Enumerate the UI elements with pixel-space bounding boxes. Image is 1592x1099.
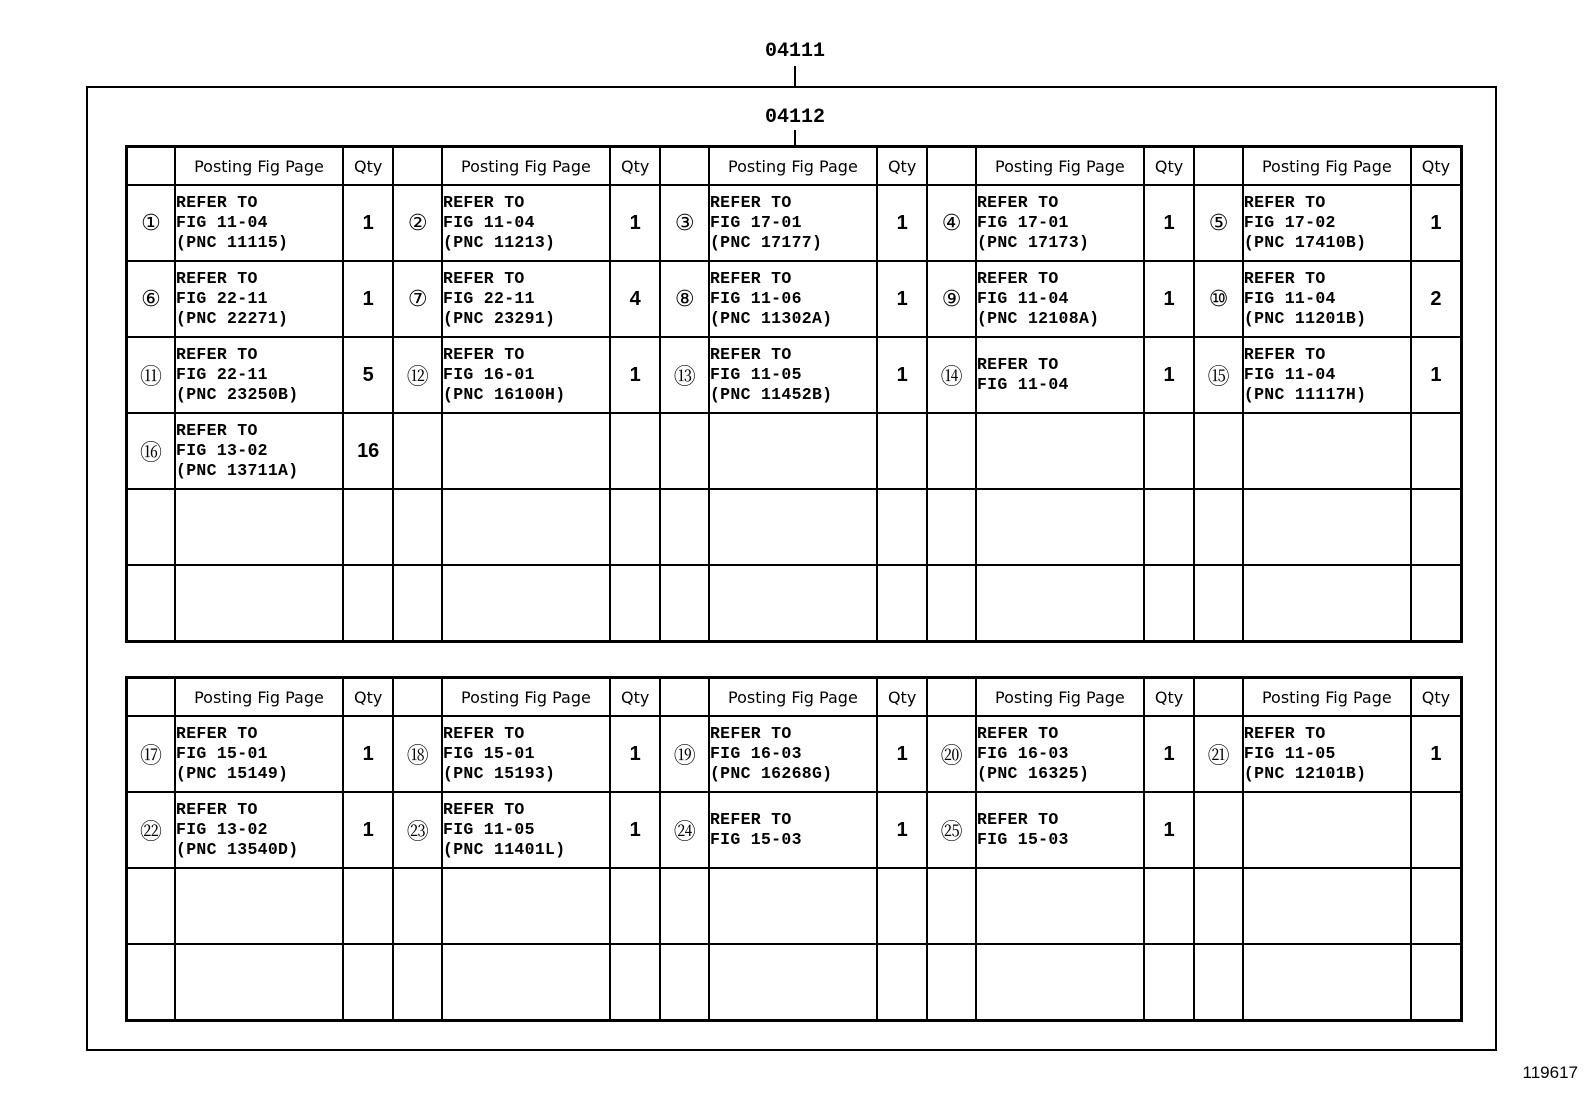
- reference-line: REFER TO: [709, 724, 792, 743]
- reference-cell: [175, 716, 343, 792]
- callout-number: ⑫: [393, 337, 442, 413]
- reference-cell: [709, 185, 877, 261]
- quantity-cell: 1: [877, 792, 928, 868]
- reference-cell: [1243, 185, 1411, 261]
- reference-line: FIG 22-11: [443, 289, 535, 308]
- quantity-cell: 1: [610, 792, 661, 868]
- reference-line: (PNC 15149): [176, 764, 289, 783]
- table-row: [127, 185, 1462, 261]
- figure-id: 119617: [1522, 1063, 1578, 1082]
- reference-line: (PNC 11201B): [1243, 309, 1367, 328]
- quantity-cell: [343, 944, 394, 1021]
- reference-line: FIG 11-05: [1243, 744, 1336, 763]
- quantity-cell: [1411, 565, 1462, 642]
- header-row: [127, 678, 1462, 717]
- callout-number: ⑤: [1194, 185, 1243, 261]
- header-posting-fig-page: Posting Fig Page: [1243, 678, 1411, 717]
- quantity-cell: [1144, 413, 1195, 489]
- table-row: [127, 261, 1462, 337]
- callout-number: [1194, 868, 1243, 944]
- quantity-cell: 4: [610, 261, 661, 337]
- quantity-cell: 1: [877, 261, 928, 337]
- reference-cell: [709, 489, 877, 565]
- reference-cell: [175, 261, 343, 337]
- callout-number: ⑩: [1194, 261, 1243, 337]
- reference-line: REFER TO: [443, 193, 525, 212]
- reference-line: REFER TO: [176, 345, 258, 364]
- quantity-cell: [1144, 565, 1195, 642]
- reference-line: FIG 17-01: [709, 213, 802, 232]
- quantity-cell: [877, 489, 928, 565]
- reference-cell: [1243, 868, 1411, 944]
- inner-part-code: 04112: [764, 106, 825, 129]
- reference-line: REFER TO: [443, 724, 525, 743]
- header-blank: [393, 678, 442, 717]
- reference-cell: [175, 565, 343, 642]
- reference-line: (PNC 23250B): [176, 385, 299, 404]
- reference-line: (PNC 11302A): [709, 309, 833, 328]
- reference-line: FIG 17-02: [1243, 213, 1336, 232]
- reference-line: FIG 11-04: [976, 375, 1069, 394]
- callout-number: ⑬: [660, 337, 709, 413]
- quantity-cell: [610, 868, 661, 944]
- quantity-cell: [343, 489, 394, 565]
- reference-line: REFER TO: [976, 269, 1059, 288]
- reference-line: REFER TO: [976, 355, 1059, 374]
- callout-number: [127, 944, 176, 1021]
- callout-number: ㉕: [927, 792, 976, 868]
- reference-line: (PNC 13711A): [176, 461, 299, 480]
- reference-line: FIG 11-04: [176, 213, 268, 232]
- callout-number: ⑯: [127, 413, 176, 489]
- reference-line: FIG 15-03: [709, 830, 802, 849]
- reference-cell: [442, 565, 610, 642]
- header-blank: [1194, 147, 1243, 186]
- reference-line: FIG 13-02: [176, 820, 268, 839]
- reference-line: (PNC 11117H): [1243, 385, 1367, 404]
- reference-line: REFER TO: [1243, 193, 1326, 212]
- table-row: [127, 868, 1462, 944]
- quantity-cell: 1: [1144, 792, 1195, 868]
- table-row: [127, 413, 1462, 489]
- callout-number: ⑧: [660, 261, 709, 337]
- callout-number: [1194, 565, 1243, 642]
- reference-cell: [709, 944, 877, 1021]
- reference-line: REFER TO: [443, 269, 525, 288]
- callout-number: [927, 868, 976, 944]
- header-posting-fig-page: Posting Fig Page: [709, 678, 877, 717]
- header-posting-fig-page: Posting Fig Page: [709, 147, 877, 186]
- header-qty: Qty: [610, 678, 661, 717]
- reference-line: (PNC 12108A): [976, 309, 1100, 328]
- header-row: [127, 147, 1462, 186]
- header-qty: Qty: [1411, 678, 1462, 717]
- callout-number: [1194, 413, 1243, 489]
- reference-line: FIG 11-05: [709, 365, 802, 384]
- header-posting-fig-page: Posting Fig Page: [976, 147, 1144, 186]
- quantity-cell: 1: [877, 716, 928, 792]
- reference-line: FIG 11-04: [976, 289, 1069, 308]
- reference-cell: [709, 792, 877, 868]
- reference-cell: [442, 185, 610, 261]
- header-qty: Qty: [1144, 147, 1195, 186]
- table-row: [127, 716, 1462, 792]
- quantity-cell: 1: [1144, 337, 1195, 413]
- header-qty: Qty: [1411, 147, 1462, 186]
- header-posting-fig-page: Posting Fig Page: [976, 678, 1144, 717]
- reference-line: REFER TO: [176, 193, 258, 212]
- table-row: [127, 489, 1462, 565]
- reference-line: FIG 22-11: [176, 365, 268, 384]
- header-blank: [127, 147, 176, 186]
- table-row: [127, 792, 1462, 868]
- quantity-cell: [1411, 944, 1462, 1021]
- callout-number: [393, 944, 442, 1021]
- quantity-cell: [343, 565, 394, 642]
- reference-line: REFER TO: [443, 345, 525, 364]
- callout-number: [393, 565, 442, 642]
- reference-line: FIG 11-06: [709, 289, 802, 308]
- quantity-cell: [1144, 868, 1195, 944]
- quantity-cell: [877, 868, 928, 944]
- reference-line: REFER TO: [709, 345, 792, 364]
- callout-number: ⑥: [127, 261, 176, 337]
- quantity-cell: [1411, 489, 1462, 565]
- table-row: [127, 944, 1462, 1021]
- reference-line: FIG 11-04: [1243, 365, 1336, 384]
- header-posting-fig-page: Posting Fig Page: [442, 147, 610, 186]
- callout-number: ⑳: [927, 716, 976, 792]
- reference-line: REFER TO: [976, 193, 1059, 212]
- callout-number: ㉑: [1194, 716, 1243, 792]
- table-row: [127, 337, 1462, 413]
- reference-line: (PNC 17177): [709, 233, 823, 252]
- reference-cell: [976, 185, 1144, 261]
- reference-cell: [1243, 261, 1411, 337]
- reference-cell: [709, 716, 877, 792]
- reference-line: REFER TO: [976, 724, 1059, 743]
- callout-number: [927, 565, 976, 642]
- header-posting-fig-page: Posting Fig Page: [175, 678, 343, 717]
- reference-cell: [442, 716, 610, 792]
- header-blank: [127, 678, 176, 717]
- reference-cell: [709, 565, 877, 642]
- reference-line: REFER TO: [443, 800, 525, 819]
- callout-number: [660, 413, 709, 489]
- reference-cell: [442, 944, 610, 1021]
- reference-cell: [1243, 489, 1411, 565]
- quantity-cell: 1: [1144, 185, 1195, 261]
- callout-number: [127, 565, 176, 642]
- quantity-cell: [877, 944, 928, 1021]
- reference-line: (PNC 11452B): [709, 385, 833, 404]
- callout-number: ⑰: [127, 716, 176, 792]
- reference-line: FIG 11-04: [1243, 289, 1336, 308]
- callout-number: ⑱: [393, 716, 442, 792]
- quantity-cell: 16: [343, 413, 394, 489]
- reference-cell: [976, 337, 1144, 413]
- reference-line: (PNC 12101B): [1243, 764, 1367, 783]
- quantity-cell: [610, 413, 661, 489]
- quantity-cell: [1144, 944, 1195, 1021]
- callout-number: ⑮: [1194, 337, 1243, 413]
- reference-cell: [1243, 565, 1411, 642]
- header-qty: Qty: [1144, 678, 1195, 717]
- quantity-cell: 1: [1411, 716, 1462, 792]
- reference-line: REFER TO: [1243, 724, 1326, 743]
- callout-number: [393, 489, 442, 565]
- quantity-cell: 1: [1144, 716, 1195, 792]
- reference-line: REFER TO: [1243, 269, 1326, 288]
- callout-number: [1194, 489, 1243, 565]
- quantity-cell: 1: [343, 261, 394, 337]
- quantity-cell: [610, 489, 661, 565]
- callout-number: ㉒: [127, 792, 176, 868]
- callout-number: ②: [393, 185, 442, 261]
- callout-number: ⑪: [127, 337, 176, 413]
- callout-number: [1194, 792, 1243, 868]
- reference-cell: [709, 868, 877, 944]
- quantity-cell: [1144, 489, 1195, 565]
- quantity-cell: [877, 413, 928, 489]
- quantity-cell: [610, 565, 661, 642]
- reference-cell: [175, 792, 343, 868]
- callout-number: ⑨: [927, 261, 976, 337]
- quantity-cell: [1411, 868, 1462, 944]
- reference-cell: [1243, 792, 1411, 868]
- header-posting-fig-page: Posting Fig Page: [175, 147, 343, 186]
- quantity-cell: 1: [1144, 261, 1195, 337]
- reference-line: (PNC 11213): [443, 233, 556, 252]
- callout-number: ①: [127, 185, 176, 261]
- header-qty: Qty: [877, 147, 928, 186]
- reference-line: FIG 15-03: [976, 830, 1069, 849]
- reference-cell: [175, 944, 343, 1021]
- reference-cell: [1243, 944, 1411, 1021]
- top-leader-line: [794, 66, 796, 86]
- reference-cell: [442, 261, 610, 337]
- callout-number: ⑦: [393, 261, 442, 337]
- quantity-cell: 1: [343, 792, 394, 868]
- parts-table-upper: [125, 145, 1463, 643]
- reference-line: (PNC 11115): [176, 233, 289, 252]
- callout-number: [127, 868, 176, 944]
- reference-cell: [175, 489, 343, 565]
- reference-cell: [709, 337, 877, 413]
- header-blank: [1194, 678, 1243, 717]
- reference-line: (PNC 22271): [176, 309, 289, 328]
- quantity-cell: 1: [343, 716, 394, 792]
- reference-cell: [175, 337, 343, 413]
- reference-cell: [442, 489, 610, 565]
- reference-cell: [976, 716, 1144, 792]
- reference-line: FIG 15-01: [443, 744, 535, 763]
- callout-number: [1194, 944, 1243, 1021]
- reference-line: (PNC 15193): [443, 764, 556, 783]
- reference-cell: [442, 413, 610, 489]
- reference-line: REFER TO: [709, 193, 792, 212]
- quantity-cell: 1: [610, 185, 661, 261]
- callout-number: [927, 489, 976, 565]
- quantity-cell: 1: [877, 337, 928, 413]
- reference-line: FIG 17-01: [976, 213, 1069, 232]
- reference-cell: [175, 185, 343, 261]
- reference-cell: [709, 413, 877, 489]
- reference-line: REFER TO: [709, 269, 792, 288]
- quantity-cell: 1: [343, 185, 394, 261]
- top-part-code: 04111: [764, 40, 825, 63]
- reference-line: REFER TO: [709, 810, 792, 829]
- reference-line: FIG 16-03: [976, 744, 1069, 763]
- reference-cell: [1243, 337, 1411, 413]
- reference-line: (PNC 11401L): [443, 840, 566, 859]
- table-row: [127, 565, 1462, 642]
- quantity-cell: [610, 944, 661, 1021]
- reference-cell: [709, 261, 877, 337]
- callout-number: ㉔: [660, 792, 709, 868]
- reference-line: FIG 11-05: [443, 820, 535, 839]
- callout-number: [127, 489, 176, 565]
- reference-line: FIG 16-01: [443, 365, 535, 384]
- reference-line: FIG 15-01: [176, 744, 268, 763]
- reference-cell: [976, 261, 1144, 337]
- reference-line: REFER TO: [176, 421, 258, 440]
- reference-cell: [976, 792, 1144, 868]
- header-blank: [927, 147, 976, 186]
- quantity-cell: 1: [610, 337, 661, 413]
- callout-number: [393, 868, 442, 944]
- reference-line: REFER TO: [1243, 345, 1326, 364]
- reference-cell: [175, 413, 343, 489]
- reference-line: FIG 11-04: [443, 213, 535, 232]
- callout-number: [660, 868, 709, 944]
- callout-number: ④: [927, 185, 976, 261]
- quantity-cell: 2: [1411, 261, 1462, 337]
- inner-leader-line: [794, 130, 796, 146]
- quantity-cell: 1: [610, 716, 661, 792]
- header-posting-fig-page: Posting Fig Page: [442, 678, 610, 717]
- header-qty: Qty: [877, 678, 928, 717]
- header-blank: [927, 678, 976, 717]
- reference-line: FIG 13-02: [176, 441, 268, 460]
- reference-cell: [442, 792, 610, 868]
- callout-number: [927, 413, 976, 489]
- quantity-cell: [1411, 413, 1462, 489]
- callout-number: [660, 944, 709, 1021]
- reference-line: FIG 16-03: [709, 744, 802, 763]
- quantity-cell: 5: [343, 337, 394, 413]
- reference-line: (PNC 13540D): [176, 840, 299, 859]
- reference-cell: [976, 413, 1144, 489]
- reference-line: REFER TO: [176, 269, 258, 288]
- header-qty: Qty: [343, 678, 394, 717]
- header-blank: [660, 678, 709, 717]
- callout-number: [660, 489, 709, 565]
- header-blank: [660, 147, 709, 186]
- header-posting-fig-page: Posting Fig Page: [1243, 147, 1411, 186]
- reference-line: (PNC 17410B): [1243, 233, 1367, 252]
- reference-line: FIG 22-11: [176, 289, 268, 308]
- quantity-cell: 1: [1411, 337, 1462, 413]
- callout-number: ㉓: [393, 792, 442, 868]
- reference-line: (PNC 16268G): [709, 764, 833, 783]
- callout-number: [927, 944, 976, 1021]
- header-qty: Qty: [610, 147, 661, 186]
- reference-line: (PNC 17173): [976, 233, 1090, 252]
- reference-cell: [1243, 716, 1411, 792]
- callout-number: ⑲: [660, 716, 709, 792]
- quantity-cell: [343, 868, 394, 944]
- reference-cell: [175, 868, 343, 944]
- reference-cell: [976, 868, 1144, 944]
- reference-cell: [976, 565, 1144, 642]
- header-qty: Qty: [343, 147, 394, 186]
- reference-line: (PNC 16100H): [443, 385, 566, 404]
- quantity-cell: 1: [1411, 185, 1462, 261]
- reference-line: (PNC 23291): [443, 309, 556, 328]
- callout-number: ③: [660, 185, 709, 261]
- callout-number: ⑭: [927, 337, 976, 413]
- quantity-cell: 1: [877, 185, 928, 261]
- parts-table-lower: [125, 676, 1463, 1022]
- reference-cell: [976, 489, 1144, 565]
- reference-cell: [976, 944, 1144, 1021]
- reference-cell: [442, 868, 610, 944]
- callout-number: [660, 565, 709, 642]
- reference-line: (PNC 16325): [976, 764, 1090, 783]
- quantity-cell: [877, 565, 928, 642]
- callout-number: [393, 413, 442, 489]
- reference-line: REFER TO: [976, 810, 1059, 829]
- reference-cell: [442, 337, 610, 413]
- reference-cell: [1243, 413, 1411, 489]
- quantity-cell: [1411, 792, 1462, 868]
- reference-line: REFER TO: [176, 724, 258, 743]
- header-blank: [393, 147, 442, 186]
- reference-line: REFER TO: [176, 800, 258, 819]
